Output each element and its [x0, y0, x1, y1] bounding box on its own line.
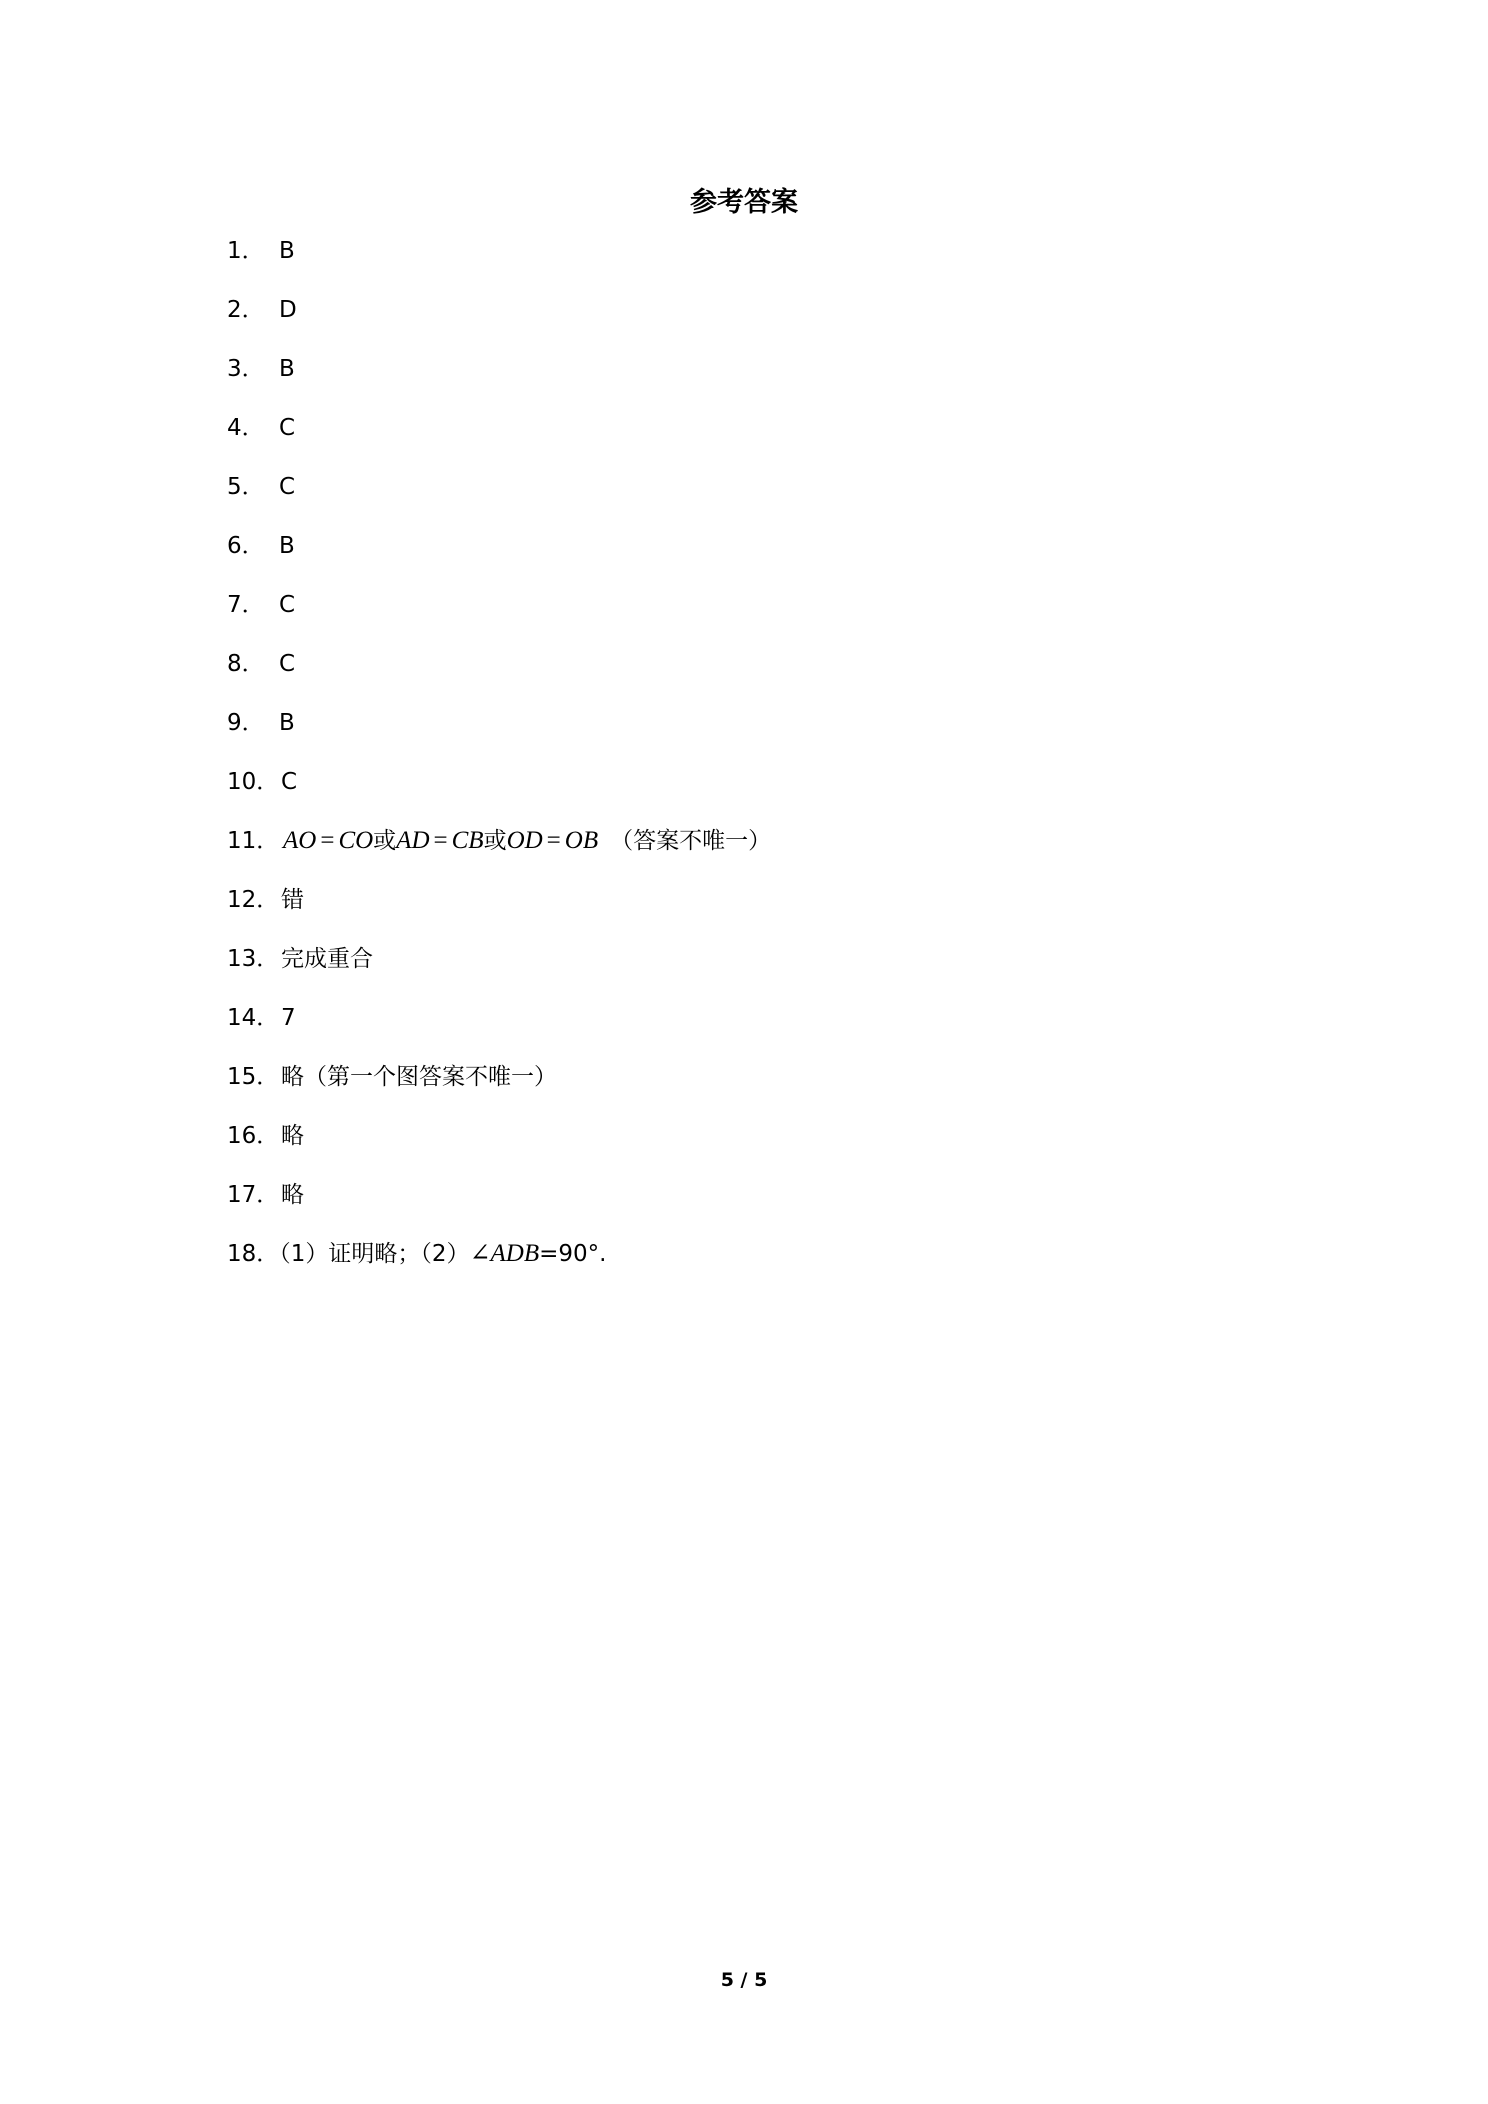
- answer-note: （答案不唯一）: [610, 828, 772, 854]
- answer-number: 17．: [227, 1182, 280, 1208]
- answer-number: 14．: [227, 1005, 280, 1031]
- answer-text: B: [279, 238, 295, 264]
- answer-item-13: [227, 944, 771, 1003]
- answer-number: 16．: [227, 1123, 280, 1149]
- answer-number: 3．: [227, 356, 265, 382]
- answer-item-18: [227, 1239, 771, 1298]
- answer-text: B: [279, 533, 295, 559]
- math-expression: [283, 827, 598, 854]
- answer-text: D: [279, 297, 297, 323]
- answer-text: C: [279, 651, 296, 677]
- answer-item-14: [227, 1003, 771, 1062]
- answer-text: B: [279, 710, 295, 736]
- answer-item-4: [227, 413, 771, 472]
- answer-item-3: [227, 354, 771, 413]
- answer-item-5: [227, 472, 771, 531]
- answer-item-17: [227, 1180, 771, 1239]
- answer-item-15: [227, 1062, 771, 1121]
- equals-sign: =: [546, 827, 561, 854]
- math-term: OD: [506, 827, 543, 854]
- answer-list: [227, 236, 771, 1298]
- math-term: AD: [396, 827, 430, 854]
- or-text: 或: [373, 828, 397, 854]
- math-term: AO: [283, 827, 317, 854]
- answer-text: C: [279, 592, 296, 618]
- answer-number: 2．: [227, 297, 265, 323]
- answer-text: 完成重合: [281, 946, 373, 972]
- answer-number: 11．: [227, 828, 280, 854]
- answer-number: 6．: [227, 533, 265, 559]
- answer-number: 18．: [227, 1241, 280, 1267]
- answer-item-12: [227, 885, 771, 944]
- math-term: CB: [451, 827, 484, 854]
- answer-item-8: [227, 649, 771, 708]
- answer-number: 12．: [227, 887, 280, 913]
- answer-number: 7．: [227, 592, 265, 618]
- math-term: CO: [338, 827, 374, 854]
- answer-text: 错: [281, 887, 304, 913]
- angle-name: ADB: [490, 1240, 540, 1267]
- answer-text: C: [279, 474, 296, 500]
- answer-text: C: [281, 769, 298, 795]
- answer-item-11: [227, 826, 771, 885]
- answer-item-1: [227, 236, 771, 295]
- answer-number: 15．: [227, 1064, 280, 1090]
- math-term: OB: [564, 827, 599, 854]
- answer-text: 7: [281, 1005, 296, 1031]
- answer-item-10: [227, 767, 771, 826]
- answer-text: 略: [281, 1123, 304, 1149]
- answer-number: 1．: [227, 238, 265, 264]
- answer-item-9: [227, 708, 771, 767]
- page-number: 5 / 5: [720, 1969, 768, 1991]
- answer-number: 9．: [227, 710, 265, 736]
- answer-text: 略（第一个图答案不唯一）: [281, 1064, 557, 1090]
- answer-number: 5．: [227, 474, 265, 500]
- answer-number: 4．: [227, 415, 265, 441]
- answer-text: 略: [281, 1182, 304, 1208]
- answer-item-2: [227, 295, 771, 354]
- page-title: 参考答案: [690, 187, 798, 218]
- answer-text: （1）证明略；（2）: [279, 1241, 470, 1267]
- angle-value: =90°.: [539, 1241, 607, 1267]
- answer-number: 8．: [227, 651, 265, 677]
- equals-sign: =: [320, 827, 335, 854]
- answer-number: 10．: [227, 769, 280, 795]
- equals-sign: =: [433, 827, 448, 854]
- answer-text: B: [279, 356, 295, 382]
- or-text: 或: [483, 828, 507, 854]
- answer-number: 13．: [227, 946, 280, 972]
- answer-item-6: [227, 531, 771, 590]
- answer-item-16: [227, 1121, 771, 1180]
- answer-text: C: [279, 415, 296, 441]
- angle-symbol: ∠: [469, 1240, 491, 1267]
- answer-item-7: [227, 590, 771, 649]
